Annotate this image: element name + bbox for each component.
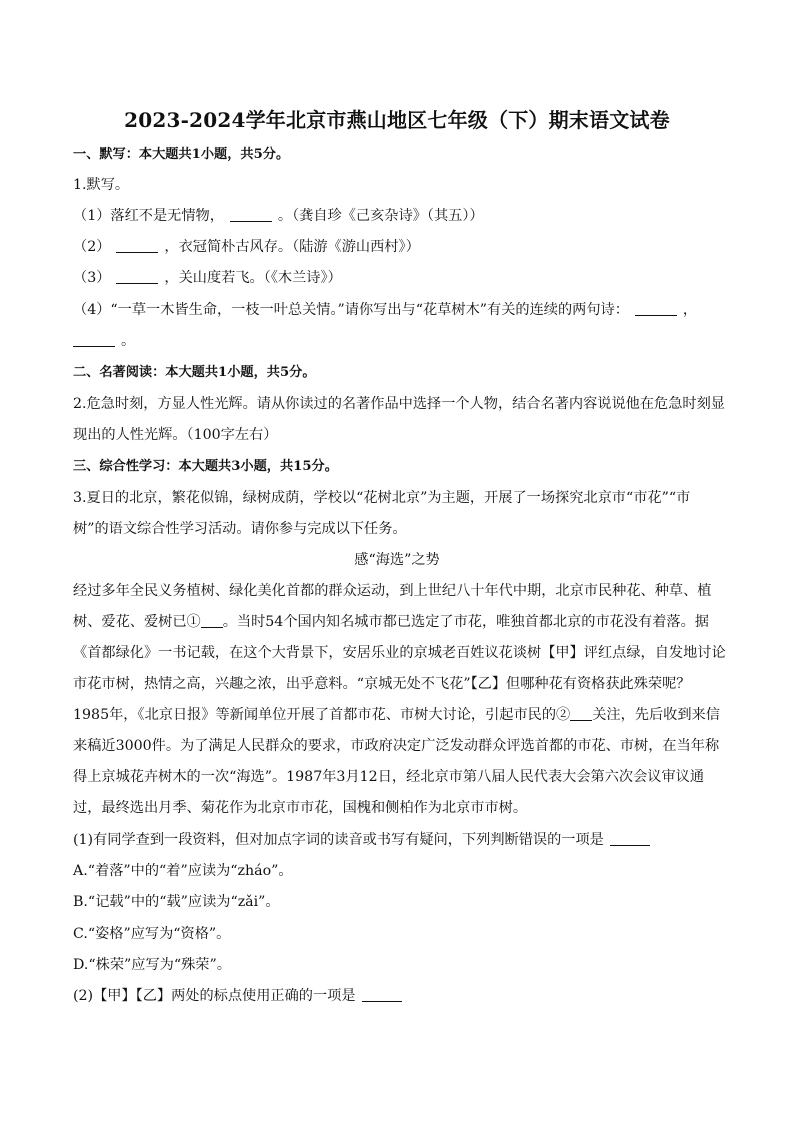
page-title: 2023-2024学年北京市燕山地区七年级（下）期末语文试卷 bbox=[124, 108, 670, 132]
passage-text: 。当时54个国内知名城市都已选定了市花，唯独首都北京的市花没有着落。据 bbox=[222, 614, 709, 630]
answer-blank[interactable] bbox=[230, 207, 272, 222]
q1-item3-after: ，关山度若飞。（《木兰诗》） bbox=[164, 270, 342, 286]
passage-line: 《首都绿化》一书记载，在这个大背景下，安居乐业的京城老百姓议花谈树【甲】评红点绿，自发地讨论 bbox=[73, 645, 726, 661]
question2-line1: 2.危急时刻，方显人性光辉。请从你读过的名著作品中选择一个人物，结合名著内容说说他在危急时刻显 bbox=[73, 396, 725, 412]
question3-line1: 3.夏日的北京，繁花似锦，绿树成荫，学校以“花树北京”为主题，开展了一场探究北京市“市花”“市 bbox=[73, 490, 691, 506]
q1-item4-comma: ， bbox=[682, 302, 698, 318]
option-c: C.“姿格”应写为“资格”。 bbox=[73, 926, 231, 942]
q1-item1 bbox=[73, 206, 733, 226]
option-b: B.“记载”中的“载”应读为“zǎi”。 bbox=[73, 894, 280, 910]
answer-blank[interactable] bbox=[570, 706, 592, 721]
passage-text: 1985年，《北京日报》等新闻单位开展了首都市花、市树大讨论，引起市民的② bbox=[73, 707, 571, 723]
passage-text: 树、爱花、爱树已① bbox=[73, 614, 201, 630]
q1-item2 bbox=[73, 237, 733, 257]
answer-blank[interactable] bbox=[73, 332, 115, 347]
passage-line: 过，最终选出月季、菊花作为北京市市花，国槐和侧柏作为北京市市树。 bbox=[73, 800, 528, 816]
passage-line: 得上京城花卉树木的一次“海选”。1987年3月12日，经北京市第八届人民代表大会第六次会议审议通 bbox=[73, 769, 705, 785]
question1-text: 1.默写。 bbox=[73, 177, 130, 193]
subquestion-2 bbox=[73, 986, 733, 1006]
question2-line2: 现出的人性光辉。（100字左右） bbox=[73, 427, 278, 443]
option-d: D.“株荣”应写为“殊荣”。 bbox=[73, 957, 231, 973]
q1-item1-before: （1）落红不是无情物， bbox=[73, 208, 224, 224]
q1-item2-before: （2） bbox=[73, 239, 111, 255]
q1-item3-before: （3） bbox=[73, 270, 111, 286]
q1-item4-line2 bbox=[73, 331, 733, 351]
answer-blank[interactable] bbox=[362, 987, 402, 1002]
answer-blank[interactable] bbox=[116, 238, 158, 253]
subquestion-2-text: (2)【甲】【乙】两处的标点使用正确的一项是 bbox=[73, 988, 356, 1004]
passage-line bbox=[73, 612, 733, 632]
passage-title: 感“海选”之势 bbox=[354, 552, 440, 568]
answer-blank[interactable] bbox=[610, 831, 650, 846]
q1-item4-before: （4）“一草一木皆生命，一枝一叶总关情。”请你写出与“花草树木”有关的连续的两句诗： bbox=[73, 302, 629, 318]
passage-text: 关注，先后收到来信 bbox=[592, 707, 720, 723]
section2-heading: 二、名著阅读：本大题共1小题，共5分。 bbox=[73, 365, 316, 380]
q1-item3 bbox=[73, 268, 733, 288]
q1-item1-after: 。（龚自珍《己亥杂诗》（其五）） bbox=[277, 208, 484, 224]
subquestion-1 bbox=[73, 830, 733, 850]
section1-heading: 一、默写：本大题共1小题，共5分。 bbox=[73, 147, 290, 162]
question3-line2: 树”的语文综合性学习活动。请你参与完成以下任务。 bbox=[73, 521, 407, 537]
section3-heading: 三、综合性学习：本大题共3小题，共15分。 bbox=[73, 459, 338, 474]
passage-line: 经过多年全民义务植树、绿化美化首都的群众运动，到上世纪八十年代中期，北京市民种花、种草、植 bbox=[73, 583, 712, 599]
passage-line bbox=[73, 705, 733, 725]
q1-item2-after: ，衣冠简朴古风存。（陆游《游山西村》） bbox=[164, 239, 420, 255]
q1-item4-line1 bbox=[73, 300, 733, 320]
option-a: A.“着落”中的“着”应读为“zháo”。 bbox=[73, 863, 293, 879]
subquestion-1-text: (1)有同学查到一段资料，但对加点字词的读音或书写有疑问，下列判断错误的一项是 bbox=[73, 832, 604, 848]
passage-line: 市花市树，热情之高，兴趣之浓，出乎意料。“京城无处不飞花”【乙】但哪种花有资格获此殊荣呢？ bbox=[73, 676, 691, 692]
passage-line: 来稿近3000件。为了满足人民群众的要求，市政府决定广泛发动群众评选首都的市花、市树，在当年称 bbox=[73, 738, 720, 754]
answer-blank[interactable] bbox=[116, 269, 158, 284]
answer-blank[interactable] bbox=[635, 301, 677, 316]
q1-item4-end: 。 bbox=[121, 333, 136, 349]
answer-blank[interactable] bbox=[201, 613, 223, 628]
